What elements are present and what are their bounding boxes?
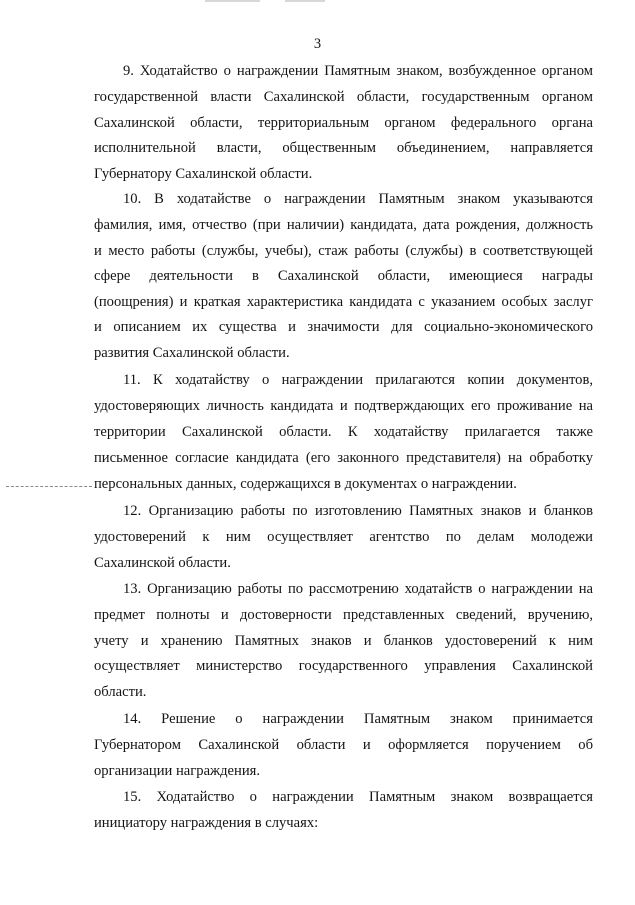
text-line: удостоверяющих личность кандидата и подтверждающих его проживание на [94,398,593,414]
text-line: письменное согласие кандидата (его законного представителя) на обработку [94,450,593,466]
scan-artifact [205,0,260,2]
text-line: осуществляет министерство государственного управления Сахалинской [94,658,593,674]
text-line: 12. Организацию работы по изготовлению Памятных знаков и бланков [123,503,593,519]
text-line: Губернатором Сахалинской области и оформляется поручением об [94,737,593,753]
text-line: учету и хранению Памятных знаков и бланков удостоверений к ним [94,633,593,649]
text-line: 10. В ходатайстве о награждении Памятным знаком указываются [123,191,593,207]
text-line: области. [94,684,147,700]
text-line: персональных данных, содержащихся в документах о награждении. [94,476,517,492]
text-line: и описанием их существа и значимости для социально-экономического [94,319,593,335]
scan-artifact [285,0,325,2]
text-line: 11. К ходатайству о награждении прилагаются копии документов, [123,372,593,388]
text-line: Сахалинской области. [94,555,231,571]
text-line: Сахалинской области, территориальным органом федерального органа [94,115,593,131]
margin-dash-mark [6,486,92,487]
text-line: (поощрения) и краткая характеристика кандидата с указанием особых заслуг [94,294,593,310]
text-line: сфере деятельности в Сахалинской области, имеющиеся награды [94,268,593,284]
text-line: и место работы (службы, учебы), стаж работы (службы) в соответствующей [94,243,593,259]
text-line: территории Сахалинской области. К ходатайству прилагается также [94,424,593,440]
text-line: 14. Решение о награждении Памятным знаком принимается [123,711,593,727]
text-line: удостоверений к ним осуществляет агентство по делам молодежи [94,529,593,545]
text-line: инициатору награждения в случаях: [94,815,319,831]
page-number: 3 [313,36,322,52]
text-line: 9. Ходатайство о награждении Памятным знаком, возбужденное органом [123,63,593,79]
text-line: исполнительной власти, общественным объединением, направляется [94,140,593,156]
text-line: 15. Ходатайство о награждении Памятным знаком возвращается [123,789,593,805]
text-line: организации награждения. [94,763,261,779]
text-line: Губернатору Сахалинской области. [94,166,313,182]
text-line: развития Сахалинской области. [94,345,290,361]
text-line: государственной власти Сахалинской области, государственным органом [94,89,593,105]
text-line: фамилия, имя, отчество (при наличии) кандидата, дата рождения, должность [94,217,593,233]
text-line: предмет полноты и достоверности представленных сведений, вручению, [94,607,593,623]
text-line: 13. Организацию работы по рассмотрению ходатайств о награждении на [123,581,593,597]
